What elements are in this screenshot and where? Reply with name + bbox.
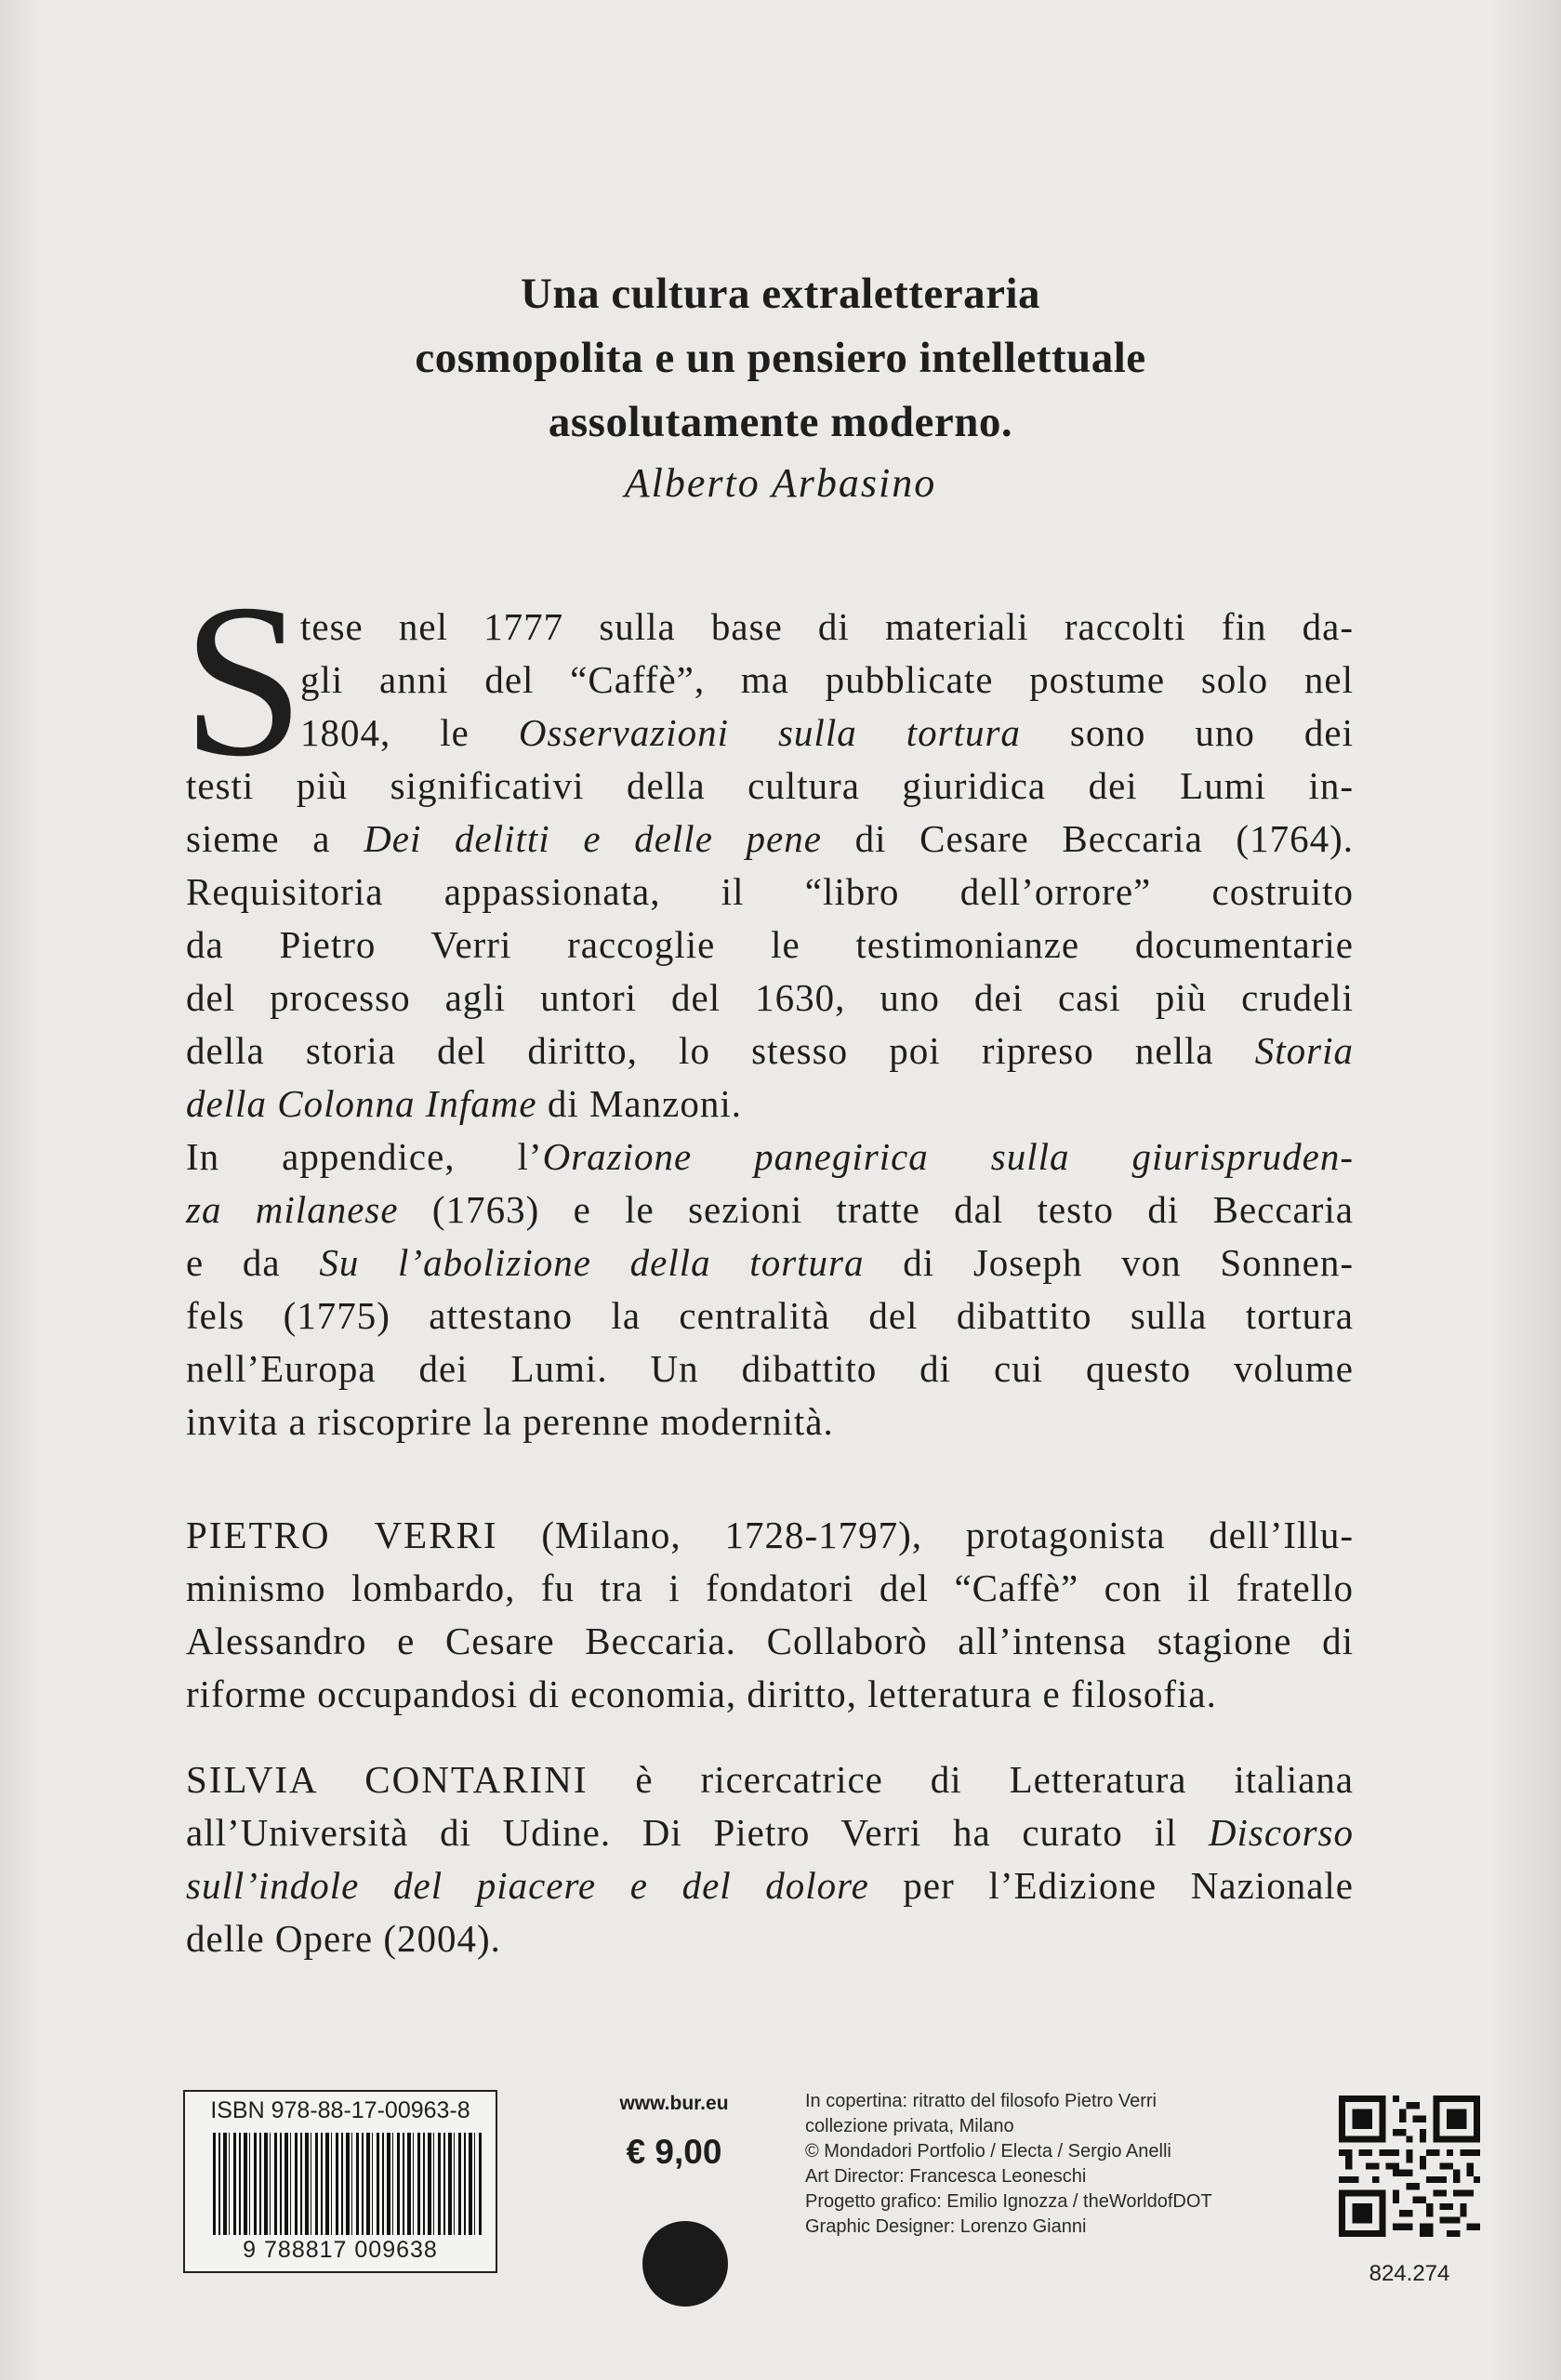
text-line: In appendice, l’Orazione panegirica sulla giurispruden- xyxy=(186,1135,1354,1178)
text-line: nell’Europa dei Lumi. Un dibattito di cui questo volume xyxy=(186,1347,1354,1390)
text-line: tese nel 1777 sulla base di materiali raccolti fin da- xyxy=(300,605,1354,648)
credit-line: In copertina: ritratto del filosofo Pietro Verri xyxy=(805,2091,1157,2111)
text-line: all’Università di Udine. Di Pietro Verri ha curato il Discorso xyxy=(186,1811,1354,1854)
quote-line: cosmopolita e un pensiero intellettuale xyxy=(415,334,1146,382)
text-line: riforme occupandosi di economia, diritto, letteratura e filosofia. xyxy=(186,1673,1217,1715)
barcode-digits: 9 788817 009638 xyxy=(243,2237,438,2263)
text-line: minismo lombardo, fu tra i fondatori del “Caffè” con il fratello xyxy=(186,1567,1354,1609)
drop-cap: S xyxy=(182,560,305,802)
quote-line: Una cultura extraletteraria xyxy=(520,270,1041,318)
credit-line: Art Director: Francesca Leoneschi xyxy=(805,2166,1087,2187)
intro-paragraph xyxy=(186,601,1354,1448)
text-line: da Pietro Verri raccoglie le testimonianze documentarie xyxy=(186,923,1354,966)
author-name: PIETRO VERRI xyxy=(186,1514,498,1556)
text-line: della storia del diritto, lo stesso poi ripreso nella Storia xyxy=(186,1029,1354,1072)
text-line: Requisitoria appassionata, il “libro dell’orrore” costruito xyxy=(186,870,1354,913)
barcode-icon xyxy=(213,2133,483,2235)
text-line: e da Su l’abolizione della tortura di Joseph von Sonnen- xyxy=(186,1241,1355,1284)
catalog-number: 824.274 xyxy=(1369,2261,1450,2286)
credit-line: Progetto grafico: Emilio Ignozza / theWorldofDOT xyxy=(805,2191,1212,2212)
publisher-logo-icon xyxy=(642,2221,728,2307)
text-line: za milanese (1763) e le sezioni tratte dal testo di Beccaria xyxy=(186,1188,1354,1231)
text-line: del processo agli untori del 1630, uno dei casi più crudeli xyxy=(186,976,1354,1019)
text-line: SILVIA CONTARINI è ricercatrice di Letteratura italiana xyxy=(186,1758,1355,1801)
isbn-label: ISBN 978-88-17-00963-8 xyxy=(210,2097,470,2123)
text-line: PIETRO VERRI (Milano, 1728-1797), protagonista dell’Illu- xyxy=(186,1514,1354,1556)
cover-credits xyxy=(805,2089,1326,2240)
text-line: invita a riscoprire la perenne modernità. xyxy=(186,1400,834,1443)
text-line: della Colonna Infame di Manzoni. xyxy=(186,1082,742,1125)
text-line: 1804, le Osservazioni sulla tortura sono uno dei xyxy=(300,711,1354,754)
price-label: € 9,00 xyxy=(626,2133,722,2171)
quote-line: assolutamente moderno. xyxy=(548,398,1013,446)
text-line: sieme a Dei delitti e delle pene di Cesare Beccaria (1764). xyxy=(186,817,1354,860)
text-line: Alessandro e Cesare Beccaria. Collaborò all’intensa stagione di xyxy=(186,1620,1354,1662)
publisher-website: www.bur.eu xyxy=(619,2093,729,2114)
credit-line: collezione privata, Milano xyxy=(805,2116,1014,2136)
credit-line: © Mondadori Portfolio / Electa / Sergio Anelli xyxy=(805,2141,1171,2162)
editor-name: SILVIA CONTARINI xyxy=(186,1758,589,1801)
author-bio xyxy=(186,1509,1354,1721)
editor-bio xyxy=(186,1753,1354,1965)
text-line: gli anni del “Caffè”, ma pubblicate postume solo nel xyxy=(300,658,1354,701)
quote-author: Alberto Arbasino xyxy=(624,460,937,506)
text-line: delle Opere (2004). xyxy=(186,1917,501,1960)
isbn-barcode xyxy=(183,2090,497,2273)
text-line: testi più significativi della cultura giuridica dei Lumi in- xyxy=(186,764,1354,807)
epigraph-quote xyxy=(0,262,1561,455)
qr-code-icon xyxy=(1339,2096,1480,2237)
text-line: fels (1775) attestano la centralità del dibattito sulla tortura xyxy=(186,1294,1354,1337)
text-line: sull’indole del piacere e del dolore per l’Edizione Nazionale xyxy=(186,1864,1354,1907)
credit-line: Graphic Designer: Lorenzo Gianni xyxy=(805,2216,1087,2237)
